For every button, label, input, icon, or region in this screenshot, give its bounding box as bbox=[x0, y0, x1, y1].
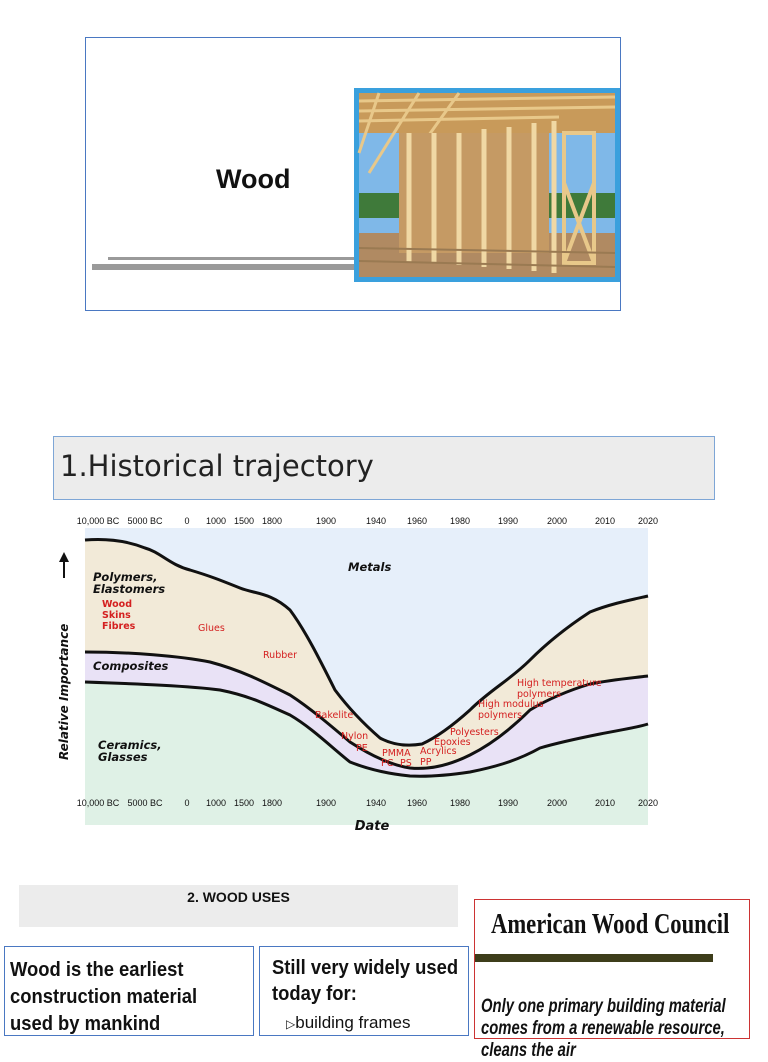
x-axis-label: Date bbox=[354, 819, 390, 834]
y-axis-label: Relative Importance bbox=[57, 623, 71, 760]
x-tick-top: 1940 bbox=[365, 516, 387, 526]
bullet-arrow-icon: ▷ bbox=[286, 1017, 296, 1031]
x-tick-top: 2020 bbox=[637, 516, 659, 526]
region-label-ceramics: Ceramics, bbox=[98, 738, 162, 752]
annotation: Skins bbox=[102, 610, 131, 621]
x-tick-top: 10,000 BC bbox=[76, 516, 120, 526]
y-axis-arrow-icon bbox=[59, 552, 69, 578]
earliest-material-box bbox=[4, 946, 254, 1036]
annotation: Epoxies bbox=[434, 737, 471, 748]
earliest-material-text: Wood is the earliest construction material used by mankind bbox=[10, 959, 198, 1035]
x-tick-bottom: 1980 bbox=[449, 798, 471, 808]
x-tick-top: 2010 bbox=[594, 516, 616, 526]
divider-line bbox=[108, 257, 358, 260]
uses-today-bullet bbox=[286, 1013, 411, 1033]
region-label-composites: Composites bbox=[93, 659, 169, 673]
american-wood-council-box bbox=[474, 899, 750, 1061]
x-tick-bottom: 1500 bbox=[233, 798, 255, 808]
x-tick-bottom: 2000 bbox=[546, 798, 568, 808]
region-label-metals: Metals bbox=[348, 560, 392, 574]
annotation: Polyesters bbox=[450, 727, 499, 738]
x-tick-top: 0 bbox=[184, 516, 190, 526]
x-tick-bottom: 1940 bbox=[365, 798, 387, 808]
annotation: Bakelite bbox=[315, 710, 354, 721]
uses-header bbox=[19, 885, 458, 927]
annotation: PE bbox=[356, 743, 368, 754]
section-header bbox=[53, 436, 715, 500]
uses-today-box bbox=[259, 946, 469, 1036]
awc-divider bbox=[475, 954, 713, 962]
annotation: Acrylics bbox=[420, 746, 457, 757]
x-tick-bottom: 1990 bbox=[497, 798, 519, 808]
annotation: Glues bbox=[198, 623, 225, 634]
x-tick-bottom: 1000 bbox=[205, 798, 227, 808]
x-tick-top: 1500 bbox=[233, 516, 255, 526]
title-slide bbox=[85, 37, 621, 311]
materials-evolution-chart bbox=[50, 510, 670, 835]
x-tick-bottom: 2010 bbox=[594, 798, 616, 808]
annotation: PP bbox=[420, 757, 432, 768]
region-label-polymers: Polymers, bbox=[93, 570, 158, 584]
awc-title: American Wood Council bbox=[491, 908, 730, 940]
region-label-glasses: Glasses bbox=[98, 750, 148, 764]
x-tick-top: 1980 bbox=[449, 516, 471, 526]
region-label-elastomers: Elastomers bbox=[93, 582, 166, 596]
x-tick-top: 1800 bbox=[261, 516, 283, 526]
annotation: Fibres bbox=[102, 621, 136, 632]
slide-title: Wood bbox=[216, 164, 291, 194]
section-title: 1.Historical trajectory bbox=[60, 449, 374, 483]
x-tick-bottom: 10,000 BC bbox=[76, 798, 120, 808]
awc-text: Only one primary building material comes from a renewable resource, cleans the air bbox=[481, 996, 726, 1061]
annotation: PS bbox=[400, 758, 412, 769]
annotation: PC bbox=[381, 758, 394, 769]
uses-today-title: Still very widely used today for: bbox=[272, 957, 459, 1005]
x-tick-bottom: 2020 bbox=[637, 798, 659, 808]
x-tick-bottom: 5000 BC bbox=[127, 798, 163, 808]
wood-frame-photo bbox=[354, 88, 620, 282]
x-tick-bottom: 1800 bbox=[261, 798, 283, 808]
x-tick-top: 2000 bbox=[546, 516, 568, 526]
x-tick-bottom: 1960 bbox=[406, 798, 428, 808]
wood-frame-image bbox=[359, 93, 615, 277]
annotation: Nylon bbox=[341, 731, 369, 742]
x-tick-top: 1900 bbox=[315, 516, 337, 526]
bullet-text: building frames bbox=[295, 1013, 411, 1032]
x-tick-top: 1000 bbox=[205, 516, 227, 526]
annotation: polymers bbox=[517, 689, 562, 700]
annotation: High temperature bbox=[517, 678, 602, 689]
x-tick-top: 1960 bbox=[406, 516, 428, 526]
annotation: PMMA bbox=[382, 748, 411, 759]
annotation: Wood bbox=[102, 599, 132, 610]
divider-line bbox=[92, 264, 358, 270]
annotation: High modulus bbox=[478, 699, 544, 710]
annotation: polymers bbox=[478, 710, 523, 721]
x-tick-bottom: 0 bbox=[184, 798, 190, 808]
uses-title: 2. WOOD USES bbox=[187, 889, 290, 905]
x-tick-bottom: 1900 bbox=[315, 798, 337, 808]
annotation: Rubber bbox=[263, 650, 298, 661]
x-tick-top: 1990 bbox=[497, 516, 519, 526]
x-tick-top: 5000 BC bbox=[127, 516, 163, 526]
